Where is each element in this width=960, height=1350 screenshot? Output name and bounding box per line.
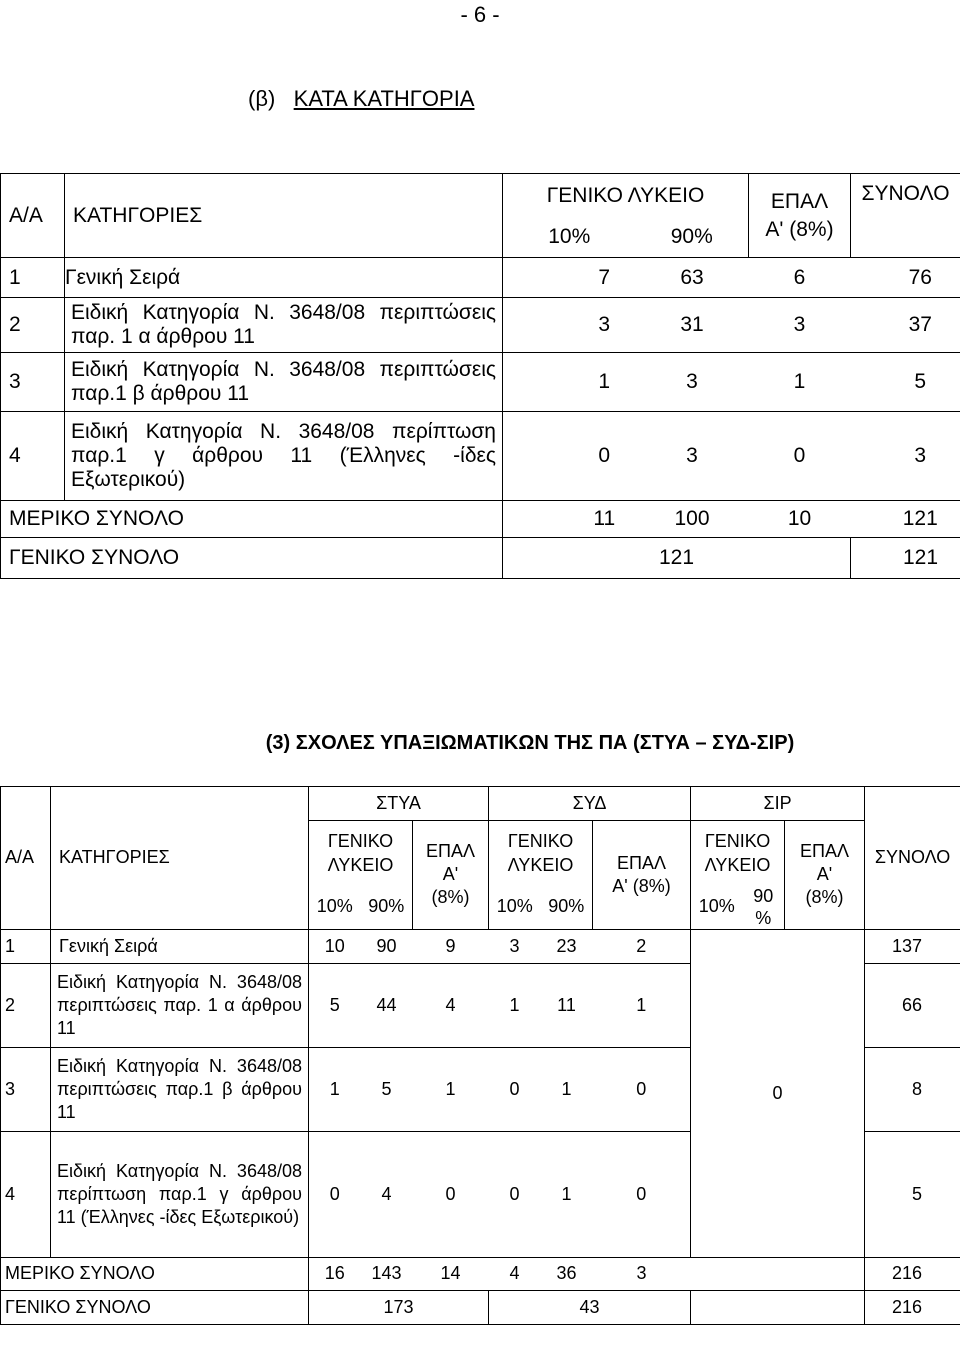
cell-syd-p90: 23	[541, 929, 593, 963]
sir-p90-line1: 90	[753, 885, 774, 906]
cell-total: 5	[851, 353, 960, 412]
table-row	[1, 298, 960, 353]
row-aa: 1	[1, 929, 51, 963]
cell-total: 137	[865, 929, 960, 963]
row-category: Ειδική Κατηγορία Ν. 3648/08 περιπτώσεις παρ. 1 α άρθρου 11	[51, 963, 309, 1047]
lykeio-text: ΛΥΚΕΙΟ	[327, 854, 394, 875]
table-row	[1, 412, 960, 501]
cell-stya-p10: 10	[309, 929, 361, 963]
sir-p90-line2: %	[755, 907, 772, 928]
epal-text: ΕΠΑΛ	[616, 852, 667, 873]
a-prime-text: Α'	[816, 864, 833, 885]
geniko-text: ΓΕΝΙΚΟ	[507, 830, 574, 851]
row-aa: 3	[1, 1047, 51, 1131]
cell-syd-epal: 0	[593, 1047, 691, 1131]
row-category: Ειδική Κατηγορία Ν. 3648/08 περίπτωση παρ.1 γ άρθρου 11 (Έλληνες -ίδες Εξωτερικού)	[51, 1131, 309, 1257]
cell-p10: 7	[503, 258, 636, 298]
cell-p90: 3	[636, 353, 749, 412]
table1-header-row1	[1, 174, 960, 218]
cell-syd-epal: 0	[593, 1131, 691, 1257]
col-p10-header: 10%	[503, 218, 636, 258]
cell-syd-p10: 0	[489, 1131, 541, 1257]
cell-total: 3	[851, 412, 960, 501]
cell-stya-p10: 16	[309, 1257, 361, 1290]
sir-geniko-lykeio-header	[691, 821, 785, 885]
category-table	[0, 173, 960, 579]
stya-epal-header	[413, 821, 489, 930]
cell-syd-p90: 36	[541, 1257, 593, 1290]
cell-p10: 0	[503, 412, 636, 501]
row-category: Ειδική Κατηγορία Ν. 3648/08 περιπτώσεις παρ.1 β άρθρου 11	[51, 1047, 309, 1131]
col-epal-header	[749, 174, 851, 258]
col-geniko-lykeio-header: ΓΕΝΙΚΟ ΛΥΚΕΙΟ	[503, 174, 749, 218]
schools-table	[0, 786, 960, 1325]
geniko-text: ΓΕΝΙΚΟ	[704, 830, 771, 851]
section-b-heading	[248, 86, 474, 112]
cell-p10: 1	[503, 353, 636, 412]
grand-total-label: ΓΕΝΙΚΟ ΣΥΝΟΛΟ	[1, 1290, 309, 1324]
cell-syd-p10: 0	[489, 1047, 541, 1131]
cell-p90: 63	[636, 258, 749, 298]
table-row	[1, 258, 960, 298]
syd-geniko-lykeio-header	[489, 821, 593, 885]
sir-merged-cell: 0	[691, 929, 865, 1257]
cell-stya-p10: 5	[309, 963, 361, 1047]
cell-stya-epal: 1	[413, 1047, 489, 1131]
epal-line2: Α' (8%)	[765, 217, 834, 241]
table2-header-row1	[1, 787, 960, 821]
col-syd-header: ΣΥΔ	[489, 787, 691, 821]
cell-total: 76	[851, 258, 960, 298]
table-row	[1, 929, 960, 963]
partial-total-label: ΜΕΡΙΚΟ ΣΥΝΟΛΟ	[1, 501, 503, 538]
col-aa-header: Α/Α	[1, 174, 65, 258]
cell-syd-p10: 4	[489, 1257, 541, 1290]
epal-line1: ΕΠΑΛ	[770, 189, 829, 213]
cell-p90: 31	[636, 298, 749, 353]
p8-text: (8%)	[805, 887, 844, 908]
cell-stya-p10: 0	[309, 1131, 361, 1257]
partial-total-label: ΜΕΡΙΚΟ ΣΥΝΟΛΟ	[1, 1257, 309, 1290]
cell-combined: 121	[503, 538, 851, 579]
cell-epal: 1	[749, 353, 851, 412]
lykeio-text: ΛΥΚΕΙΟ	[507, 854, 574, 875]
cell-syd-epal: 2	[593, 929, 691, 963]
cell-stya-p90: 143	[361, 1257, 413, 1290]
cell-total: 216	[865, 1257, 960, 1290]
row-category: Γενική Σειρά	[65, 258, 503, 298]
sir-p10-header: 10%	[691, 885, 743, 930]
epal-text: ΕΠΑΛ	[800, 841, 850, 862]
section-3-title: (3) ΣΧΟΛΕΣ ΥΠΑΞΙΩΜΑΤΙΚΩΝ ΤΗΣ ΠΑ (ΣΤΥΑ – ΣΥΔ-ΣΙΡ)	[265, 732, 795, 754]
cell-total: 121	[851, 501, 960, 538]
cell-p90: 3	[636, 412, 749, 501]
col-categories-header: ΚΑΤΗΓΟΡΙΕΣ	[51, 787, 309, 930]
row-aa: 4	[1, 412, 65, 501]
cell-stya-epal: 4	[413, 963, 489, 1047]
table-row-grand-total	[1, 538, 960, 579]
cell-syd-epal: 1	[593, 963, 691, 1047]
cell-syd-p90: 11	[541, 963, 593, 1047]
col-total-header: ΣΥΝΟΛΟ	[865, 787, 960, 930]
cell-p10: 11	[503, 501, 636, 538]
cell-stya-p10: 1	[309, 1047, 361, 1131]
geniko-text: ΓΕΝΙΚΟ	[327, 830, 394, 851]
cell-p90: 100	[636, 501, 749, 538]
cell-total: 216	[865, 1290, 960, 1324]
cell-stya-epal: 0	[413, 1131, 489, 1257]
cell-syd-total: 43	[489, 1290, 691, 1324]
cell-epal: 10	[749, 501, 851, 538]
section-b-prefix: (β)	[248, 86, 276, 111]
grand-total-label: ΓΕΝΙΚΟ ΣΥΝΟΛΟ	[1, 538, 503, 579]
cell-epal: 0	[749, 412, 851, 501]
row-category: Ειδική Κατηγορία Ν. 3648/08 περιπτώσεις παρ. 1 α άρθρου 11	[65, 298, 503, 353]
col-aa-header: Α/Α	[1, 787, 51, 930]
table-row-partial-total	[1, 1257, 960, 1290]
cell-stya-p90: 4	[361, 1131, 413, 1257]
cell-syd-p90: 1	[541, 1047, 593, 1131]
col-categories-header: ΚΑΤΗΓΟΡΙΕΣ	[65, 174, 503, 258]
syd-p10-header: 10%	[489, 885, 541, 930]
cell-total: 37	[851, 298, 960, 353]
cell-total: 66	[865, 963, 960, 1047]
table-row-partial-total	[1, 501, 960, 538]
page-number: - 6 -	[460, 2, 500, 27]
row-aa: 1	[1, 258, 65, 298]
cell-epal: 3	[749, 298, 851, 353]
cell-total: 121	[851, 538, 960, 579]
syd-p90-header: 90%	[541, 885, 593, 930]
cell-total: 5	[865, 1131, 960, 1257]
row-category: Ειδική Κατηγορία Ν. 3648/08 περιπτώσεις παρ.1 β άρθρου 11	[65, 353, 503, 412]
row-aa: 2	[1, 963, 51, 1047]
cell-stya-p90: 44	[361, 963, 413, 1047]
cell-syd-p10: 3	[489, 929, 541, 963]
stya-p10-header: 10%	[309, 885, 361, 930]
cell-syd-p10: 1	[489, 963, 541, 1047]
section-b-title: ΚΑΤΑ ΚΑΤΗΓΟΡΙΑ	[293, 86, 475, 111]
p8-text: (8%)	[431, 887, 470, 908]
cell-stya-epal: 9	[413, 929, 489, 963]
table-row	[1, 353, 960, 412]
cell-total: 8	[865, 1047, 960, 1131]
sir-p90-header	[743, 885, 785, 930]
syd-epal-header	[593, 821, 691, 930]
cell-syd-p90: 1	[541, 1131, 593, 1257]
cell-syd-epal: 3	[593, 1257, 691, 1290]
cell-p10: 3	[503, 298, 636, 353]
cell-epal: 6	[749, 258, 851, 298]
col-p90-header: 90%	[636, 218, 749, 258]
row-aa: 2	[1, 298, 65, 353]
stya-geniko-lykeio-header	[309, 821, 413, 885]
lykeio-text: ΛΥΚΕΙΟ	[704, 854, 771, 875]
row-aa: 3	[1, 353, 65, 412]
row-category: Γενική Σειρά	[51, 929, 309, 963]
col-stya-header: ΣΤΥΑ	[309, 787, 489, 821]
cell-sir-empty	[691, 1257, 865, 1290]
col-sir-header: ΣΙΡ	[691, 787, 865, 821]
sir-epal-header	[785, 821, 865, 930]
row-category: Ειδική Κατηγορία Ν. 3648/08 περίπτωση παρ.1 γ άρθρου 11 (Έλληνες -ίδες Εξωτερικού)	[65, 412, 503, 501]
cell-stya-p90: 5	[361, 1047, 413, 1131]
cell-sir-empty	[691, 1290, 865, 1324]
a-p8-text: Α' (8%)	[612, 875, 671, 896]
cell-stya-epal: 14	[413, 1257, 489, 1290]
col-total-header: ΣΥΝΟΛΟ	[851, 174, 960, 258]
epal-text: ΕΠΑΛ	[425, 841, 476, 862]
cell-stya-total: 173	[309, 1290, 489, 1324]
a-prime-text: Α'	[442, 864, 459, 885]
cell-stya-p90: 90	[361, 929, 413, 963]
stya-p90-header: 90%	[361, 885, 413, 930]
row-aa: 4	[1, 1131, 51, 1257]
table-row-grand-total	[1, 1290, 960, 1324]
